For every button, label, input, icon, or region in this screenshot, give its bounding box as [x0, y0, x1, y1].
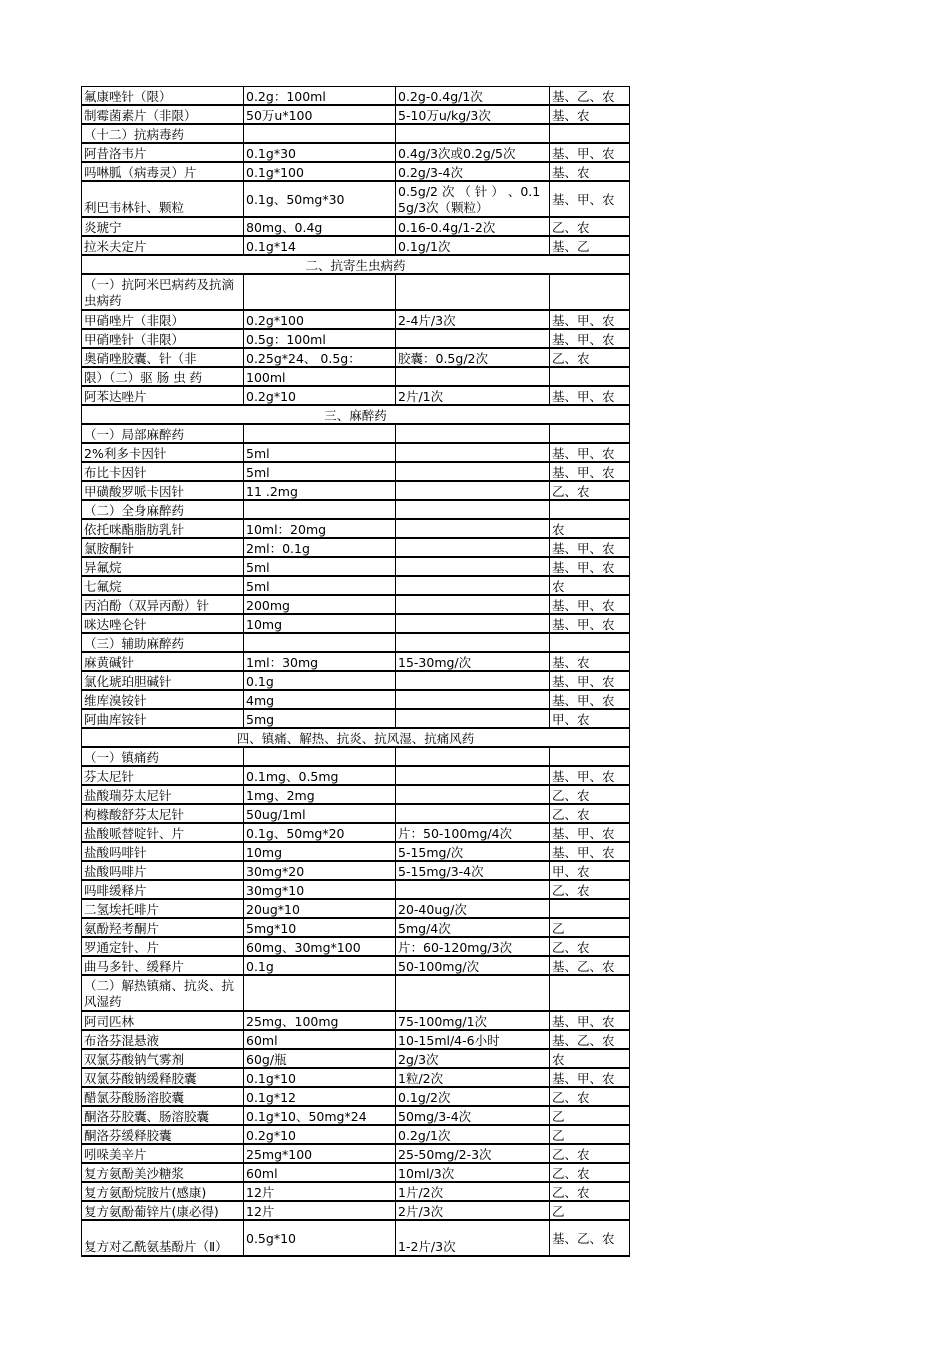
dosage-cell: 2-4片/3次	[396, 310, 550, 329]
spec-cell	[244, 274, 396, 310]
category-cell	[550, 975, 630, 1011]
section-heading-row	[82, 255, 630, 274]
dosage-cell	[396, 880, 550, 899]
table-row	[82, 1182, 630, 1201]
drug-name-cell: （二）解热镇痛、抗炎、抗风湿药	[82, 975, 244, 1011]
drug-name-cell: （一）镇痛药	[82, 747, 244, 766]
dosage-cell: 1-2片/3次	[396, 1220, 550, 1256]
table-row	[82, 880, 630, 899]
drug-name-cell: 氯化琥珀胆碱针	[82, 671, 244, 690]
dosage-cell	[396, 424, 550, 443]
dosage-cell	[396, 519, 550, 538]
table-row	[82, 329, 630, 348]
category-cell: 基、乙、农	[550, 956, 630, 975]
drug-name-cell: 双氯芬酸钠缓释胶囊	[82, 1068, 244, 1087]
spec-cell: 0.1g、50mg*30	[244, 181, 396, 217]
spec-cell	[244, 975, 396, 1011]
dosage-cell: 5-15mg/3-4次	[396, 861, 550, 880]
table-row	[82, 217, 630, 236]
table-row	[82, 614, 630, 633]
drug-name-cell: 阿曲库铵针	[82, 709, 244, 728]
category-cell: 基、甲、农	[550, 690, 630, 709]
category-cell: 乙、农	[550, 348, 630, 367]
table-row	[82, 105, 630, 124]
dosage-cell: 0.2g/3-4次	[396, 162, 550, 181]
table-row	[82, 823, 630, 842]
category-cell: 基、甲、农	[550, 143, 630, 162]
spec-cell: 0.2g*10	[244, 386, 396, 405]
drug-name-cell: 麻黄碱针	[82, 652, 244, 671]
dosage-cell	[396, 124, 550, 143]
category-cell: 乙、农	[550, 1144, 630, 1163]
drug-name-cell: 醋氯芬酸肠溶胶囊	[82, 1087, 244, 1106]
table-row	[82, 124, 630, 143]
drug-name-cell: 复方氨酚烷胺片(感康)	[82, 1182, 244, 1201]
section-heading: 四、镇痛、解热、抗炎、抗风湿、抗痛风药	[82, 728, 630, 747]
drug-name-cell: 炎琥宁	[82, 217, 244, 236]
table-row	[82, 652, 630, 671]
table-row	[82, 519, 630, 538]
spec-cell: 0.1g	[244, 671, 396, 690]
dosage-cell	[396, 443, 550, 462]
category-cell	[550, 899, 630, 918]
drug-name-cell: 复方对乙酰氨基酚片（Ⅱ）	[82, 1220, 244, 1256]
drug-name-cell: 制霉菌素片（非限）	[82, 105, 244, 124]
drug-name-cell: 复方氨酚美沙糖浆	[82, 1163, 244, 1182]
category-cell	[550, 367, 630, 386]
spec-cell	[244, 747, 396, 766]
drug-name-cell: 吗啉胍（病毒灵）片	[82, 162, 244, 181]
table-row	[82, 1144, 630, 1163]
category-cell: 基、甲、农	[550, 614, 630, 633]
dosage-cell: 10ml/3次	[396, 1163, 550, 1182]
table-row	[82, 443, 630, 462]
table-row	[82, 1030, 630, 1049]
dosage-cell	[396, 462, 550, 481]
category-cell: 乙、农	[550, 804, 630, 823]
table-row	[82, 1201, 630, 1220]
section-heading: 二、抗寄生虫病药	[82, 255, 630, 274]
drug-name-cell: 依托咪酯脂肪乳针	[82, 519, 244, 538]
drug-name-cell: 二氢埃托啡片	[82, 899, 244, 918]
drug-name-cell: 布洛芬混悬液	[82, 1030, 244, 1049]
table-row	[82, 690, 630, 709]
dosage-cell: 1片/2次	[396, 1182, 550, 1201]
spec-cell	[244, 124, 396, 143]
table-row	[82, 956, 630, 975]
dosage-cell	[396, 367, 550, 386]
category-cell: 基、农	[550, 162, 630, 181]
dosage-cell	[396, 633, 550, 652]
category-cell: 基、甲、农	[550, 671, 630, 690]
dosage-cell	[396, 274, 550, 310]
dosage-cell	[396, 975, 550, 1011]
category-cell: 基、乙、农	[550, 87, 630, 106]
drug-name-cell: （一）抗阿米巴病药及抗滴虫病药	[82, 274, 244, 310]
spec-cell: 0.2g*10	[244, 1125, 396, 1144]
dosage-cell: 片：50-100mg/4次	[396, 823, 550, 842]
table-row	[82, 310, 630, 329]
spec-cell: 100ml	[244, 367, 396, 386]
spec-cell: 25mg*100	[244, 1144, 396, 1163]
table-row	[82, 424, 630, 443]
drug-list-sheet	[81, 86, 629, 1257]
section-heading-row	[82, 405, 630, 424]
category-cell: 农	[550, 519, 630, 538]
dosage-cell	[396, 709, 550, 728]
spec-cell: 10mg	[244, 614, 396, 633]
table-row	[82, 348, 630, 367]
spec-cell: 12片	[244, 1182, 396, 1201]
spec-cell: 60ml	[244, 1163, 396, 1182]
spec-cell	[244, 633, 396, 652]
dosage-cell	[396, 671, 550, 690]
drug-table	[81, 86, 630, 1257]
category-cell: 基、农	[550, 652, 630, 671]
spec-cell: 5ml	[244, 576, 396, 595]
dosage-cell: 胶囊：0.5g/2次	[396, 348, 550, 367]
spec-cell: 0.1g*12	[244, 1087, 396, 1106]
spec-cell: 60g/瓶	[244, 1049, 396, 1068]
table-row	[82, 1125, 630, 1144]
spec-cell: 5ml	[244, 462, 396, 481]
drug-name-cell: 七氟烷	[82, 576, 244, 595]
spec-cell: 0.5g*10	[244, 1220, 396, 1256]
drug-name-cell: 异氟烷	[82, 557, 244, 576]
category-cell: 乙、农	[550, 785, 630, 804]
dosage-cell: 2片/3次	[396, 1201, 550, 1220]
dosage-cell: 5mg/4次	[396, 918, 550, 937]
spec-cell: 60ml	[244, 1030, 396, 1049]
drug-name-cell: 氟康唑针（限）	[82, 87, 244, 106]
dosage-cell	[396, 500, 550, 519]
dosage-cell	[396, 785, 550, 804]
spec-cell: 11 .2mg	[244, 481, 396, 500]
spec-cell: 4mg	[244, 690, 396, 709]
drug-name-cell: 盐酸哌替啶针、片	[82, 823, 244, 842]
spec-cell	[244, 500, 396, 519]
drug-name-cell: 酮洛芬缓释胶囊	[82, 1125, 244, 1144]
spec-cell: 0.2g：100ml	[244, 87, 396, 106]
table-row	[82, 1220, 630, 1256]
category-cell: 乙	[550, 918, 630, 937]
drug-name-cell: 布比卡因针	[82, 462, 244, 481]
spec-cell: 60mg、30mg*100	[244, 937, 396, 956]
spec-cell: 0.2g*100	[244, 310, 396, 329]
dosage-cell: 5-10万u/kg/3次	[396, 105, 550, 124]
spec-cell	[244, 424, 396, 443]
dosage-cell: 50mg/3-4次	[396, 1106, 550, 1125]
drug-name-cell: 拉米夫定片	[82, 236, 244, 255]
table-row	[82, 633, 630, 652]
category-cell: 基、乙、农	[550, 1030, 630, 1049]
category-cell: 基、甲、农	[550, 1068, 630, 1087]
dosage-cell: 0.1g/1次	[396, 236, 550, 255]
drug-name-cell: 吲哚美辛片	[82, 1144, 244, 1163]
category-cell: 基、甲、农	[550, 329, 630, 348]
drug-name-cell: 氨酚羟考酮片	[82, 918, 244, 937]
spec-cell: 0.25g*24、 0.5g：	[244, 348, 396, 367]
spec-cell: 0.1g*10	[244, 1068, 396, 1087]
category-cell: 基、甲、农	[550, 823, 630, 842]
dosage-cell: 2g/3次	[396, 1049, 550, 1068]
table-row	[82, 1163, 630, 1182]
table-row	[82, 709, 630, 728]
drug-name-cell: 氯胺酮针	[82, 538, 244, 557]
spec-cell: 5mg	[244, 709, 396, 728]
table-row	[82, 274, 630, 310]
dosage-cell	[396, 557, 550, 576]
drug-name-cell: 利巴韦林针、颗粒	[82, 181, 244, 217]
dosage-cell: 15-30mg/次	[396, 652, 550, 671]
category-cell: 基、甲、农	[550, 766, 630, 785]
drug-name-cell: 盐酸瑞芬太尼针	[82, 785, 244, 804]
spec-cell: 5ml	[244, 443, 396, 462]
dosage-cell: 10-15ml/4-6小时	[396, 1030, 550, 1049]
dosage-cell: 0.16-0.4g/1-2次	[396, 217, 550, 236]
table-row	[82, 785, 630, 804]
drug-name-cell: 盐酸吗啡片	[82, 861, 244, 880]
spec-cell: 5ml	[244, 557, 396, 576]
category-cell: 乙、农	[550, 217, 630, 236]
table-row	[82, 462, 630, 481]
category-cell: 基、乙	[550, 236, 630, 255]
category-cell: 基、甲、农	[550, 538, 630, 557]
table-row	[82, 595, 630, 614]
spec-cell: 0.1g*100	[244, 162, 396, 181]
dosage-cell: 0.2g/1次	[396, 1125, 550, 1144]
table-row	[82, 861, 630, 880]
category-cell: 基、甲、农	[550, 310, 630, 329]
dosage-cell	[396, 329, 550, 348]
dosage-cell	[396, 481, 550, 500]
drug-name-cell: （十二）抗病毒药	[82, 124, 244, 143]
category-cell: 基、甲、农	[550, 181, 630, 217]
table-row	[82, 500, 630, 519]
category-cell: 乙、农	[550, 481, 630, 500]
table-row	[82, 367, 630, 386]
category-cell: 乙	[550, 1106, 630, 1125]
drug-name-cell: 维库溴铵针	[82, 690, 244, 709]
category-cell	[550, 747, 630, 766]
dosage-cell	[396, 538, 550, 557]
dosage-cell: 5-15mg/次	[396, 842, 550, 861]
table-row	[82, 1087, 630, 1106]
table-row	[82, 1068, 630, 1087]
spec-cell: 0.1mg、0.5mg	[244, 766, 396, 785]
spec-cell: 50ug/1ml	[244, 804, 396, 823]
drug-name-cell: 2%利多卡因针	[82, 443, 244, 462]
table-row	[82, 899, 630, 918]
dosage-cell	[396, 804, 550, 823]
category-cell: 农	[550, 1049, 630, 1068]
dosage-cell: 25-50mg/2-3次	[396, 1144, 550, 1163]
drug-name-cell: 阿司匹林	[82, 1011, 244, 1030]
spec-cell: 10ml：20mg	[244, 519, 396, 538]
table-row	[82, 671, 630, 690]
table-row	[82, 576, 630, 595]
drug-name-cell: 甲磺酸罗哌卡因针	[82, 481, 244, 500]
table-row	[82, 937, 630, 956]
dosage-cell: 1粒/2次	[396, 1068, 550, 1087]
spec-cell: 30mg*10	[244, 880, 396, 899]
dosage-cell	[396, 576, 550, 595]
dosage-cell: 0.1g/2次	[396, 1087, 550, 1106]
spec-cell: 10mg	[244, 842, 396, 861]
category-cell: 基、甲、农	[550, 842, 630, 861]
category-cell: 基、甲、农	[550, 386, 630, 405]
dosage-cell	[396, 747, 550, 766]
drug-name-cell: 复方氨酚葡锌片(康必得)	[82, 1201, 244, 1220]
table-row	[82, 918, 630, 937]
dosage-cell: 50-100mg/次	[396, 956, 550, 975]
category-cell: 乙、农	[550, 1163, 630, 1182]
category-cell: 基、甲、农	[550, 557, 630, 576]
drug-name-cell: 双氯芬酸钠气雾剂	[82, 1049, 244, 1068]
table-row	[82, 1049, 630, 1068]
spec-cell: 30mg*20	[244, 861, 396, 880]
table-row	[82, 143, 630, 162]
drug-name-cell: （三）辅助麻醉药	[82, 633, 244, 652]
category-cell: 乙	[550, 1201, 630, 1220]
table-row	[82, 842, 630, 861]
table-row	[82, 181, 630, 217]
category-cell	[550, 633, 630, 652]
category-cell: 基、甲、农	[550, 443, 630, 462]
drug-name-cell: 枸橼酸舒芬太尼针	[82, 804, 244, 823]
category-cell: 基、甲、农	[550, 1011, 630, 1030]
spec-cell: 0.1g	[244, 956, 396, 975]
table-row	[82, 804, 630, 823]
spec-cell: 0.1g*10、50mg*24	[244, 1106, 396, 1125]
category-cell	[550, 124, 630, 143]
drug-name-cell: 丙泊酚（双异丙酚）针	[82, 595, 244, 614]
drug-name-cell: （二）全身麻醉药	[82, 500, 244, 519]
table-row	[82, 1106, 630, 1125]
dosage-cell	[396, 690, 550, 709]
spec-cell: 20ug*10	[244, 899, 396, 918]
category-cell: 乙	[550, 1125, 630, 1144]
table-row	[82, 386, 630, 405]
category-cell: 农	[550, 576, 630, 595]
table-row	[82, 162, 630, 181]
drug-name-cell: 芬太尼针	[82, 766, 244, 785]
spec-cell: 80mg、0.4g	[244, 217, 396, 236]
drug-name-cell: 咪达唑仑针	[82, 614, 244, 633]
drug-name-cell: 罗通定针、片	[82, 937, 244, 956]
spec-cell: 1mg、2mg	[244, 785, 396, 804]
spec-cell: 2ml：0.1g	[244, 538, 396, 557]
drug-name-cell: 阿昔洛韦片	[82, 143, 244, 162]
dosage-cell	[396, 766, 550, 785]
dosage-cell: 0.2g-0.4g/1次	[396, 87, 550, 106]
category-cell: 甲、农	[550, 861, 630, 880]
category-cell: 乙、农	[550, 937, 630, 956]
category-cell: 乙、农	[550, 880, 630, 899]
dosage-cell	[396, 595, 550, 614]
drug-name-cell: （一）局部麻醉药	[82, 424, 244, 443]
category-cell: 基、乙、农	[550, 1220, 630, 1256]
spec-cell: 12片	[244, 1201, 396, 1220]
category-cell: 基、农	[550, 105, 630, 124]
dosage-cell: 75-100mg/1次	[396, 1011, 550, 1030]
table-row	[82, 557, 630, 576]
dosage-cell: 20-40ug/次	[396, 899, 550, 918]
table-row	[82, 747, 630, 766]
drug-name-cell: 阿苯达唑片	[82, 386, 244, 405]
drug-table-body	[82, 87, 630, 1257]
table-row	[82, 766, 630, 785]
category-cell: 乙、农	[550, 1182, 630, 1201]
drug-name-cell: 限）（二）驱 肠 虫 药	[82, 367, 244, 386]
category-cell	[550, 424, 630, 443]
drug-name-cell: 盐酸吗啡针	[82, 842, 244, 861]
drug-name-cell: 酮洛芬胶囊、肠溶胶囊	[82, 1106, 244, 1125]
drug-name-cell: 甲硝唑针（非限）	[82, 329, 244, 348]
category-cell: 甲、农	[550, 709, 630, 728]
section-heading-row	[82, 728, 630, 747]
table-row	[82, 87, 630, 106]
spec-cell: 0.1g*14	[244, 236, 396, 255]
category-cell	[550, 274, 630, 310]
dosage-cell	[396, 614, 550, 633]
spec-cell: 0.1g*30	[244, 143, 396, 162]
dosage-cell: 0.5g/2 次 （ 针 ） 、0.15g/3次（颗粒）	[396, 181, 550, 217]
dosage-cell: 片：60-120mg/3次	[396, 937, 550, 956]
dosage-cell: 0.4g/3次或0.2g/5次	[396, 143, 550, 162]
spec-cell: 5mg*10	[244, 918, 396, 937]
drug-name-cell: 奥硝唑胶囊、针（非	[82, 348, 244, 367]
table-row	[82, 538, 630, 557]
drug-name-cell: 甲硝唑片（非限）	[82, 310, 244, 329]
table-row	[82, 1011, 630, 1030]
category-cell: 基、甲、农	[550, 595, 630, 614]
category-cell: 基、甲、农	[550, 462, 630, 481]
spec-cell: 0.1g、50mg*20	[244, 823, 396, 842]
drug-name-cell: 曲马多针、缓释片	[82, 956, 244, 975]
section-heading: 三、麻醉药	[82, 405, 630, 424]
spec-cell: 0.5g：100ml	[244, 329, 396, 348]
table-row	[82, 975, 630, 1011]
table-row	[82, 236, 630, 255]
table-row	[82, 481, 630, 500]
spec-cell: 1ml：30mg	[244, 652, 396, 671]
drug-name-cell: 吗啡缓释片	[82, 880, 244, 899]
dosage-cell: 2片/1次	[396, 386, 550, 405]
category-cell	[550, 500, 630, 519]
category-cell: 乙、农	[550, 1087, 630, 1106]
spec-cell: 25mg、100mg	[244, 1011, 396, 1030]
spec-cell: 50万u*100	[244, 105, 396, 124]
spec-cell: 200mg	[244, 595, 396, 614]
